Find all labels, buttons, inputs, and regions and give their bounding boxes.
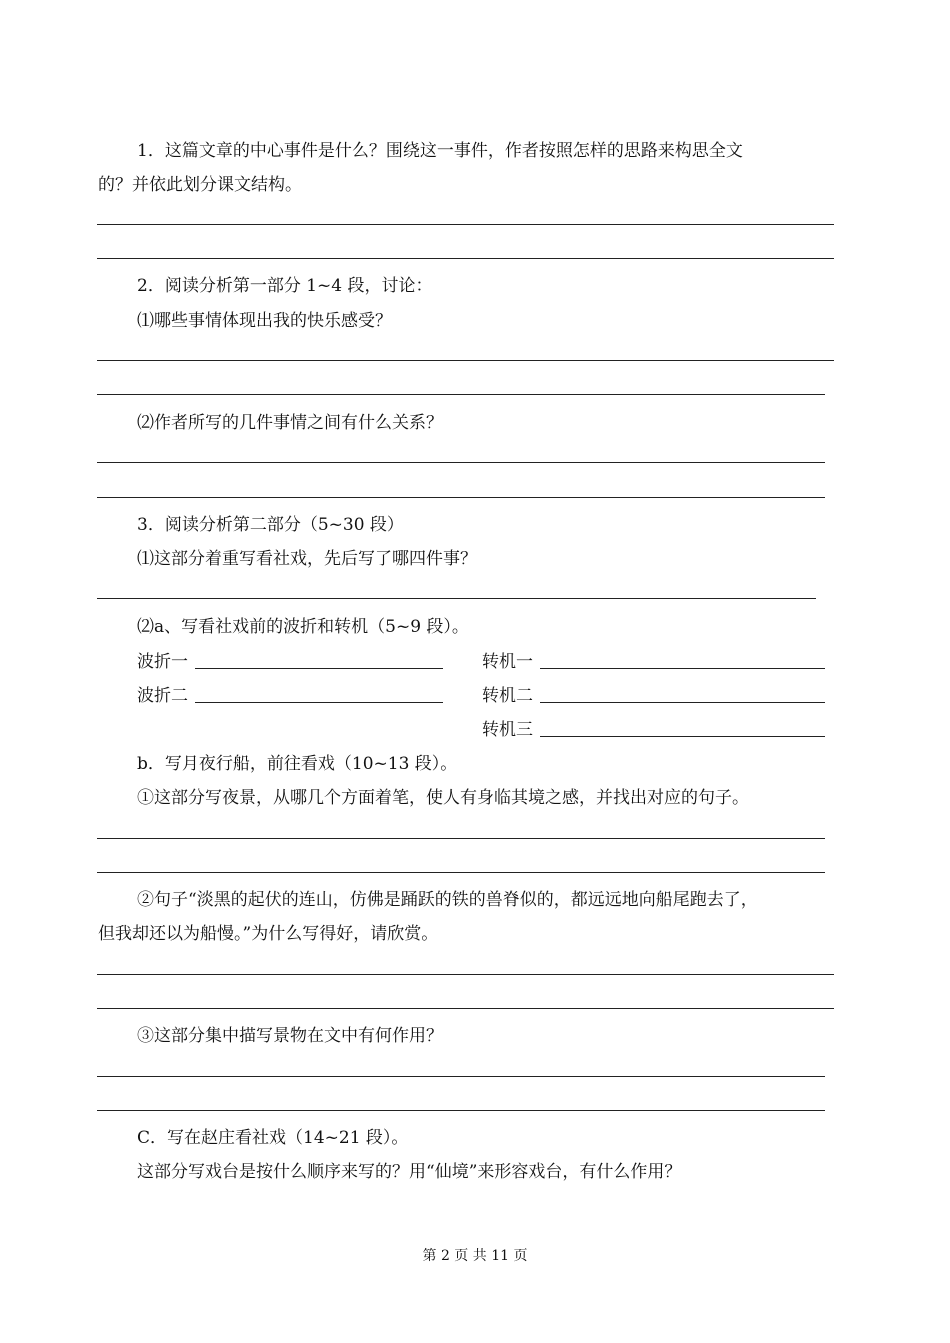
q1-text-line1: 1．这篇文章的中心事件是什么？围绕这一事件，作者按照怎样的思路来构思全文 <box>137 141 743 161</box>
answer-line[interactable] <box>97 974 834 975</box>
zhuanji1-label: 转机一 <box>482 652 533 672</box>
zhuanji3-label: 转机三 <box>482 720 533 740</box>
q3-sub1: ⑴这部分着重写看社戏，先后写了哪四件事？ <box>137 549 477 569</box>
q1-text-line2: 的？并依此划分课文结构。 <box>98 175 302 195</box>
answer-line[interactable] <box>97 258 834 259</box>
q2-sub2: ⑵作者所写的几件事情之间有什么关系？ <box>137 413 443 433</box>
answer-line[interactable] <box>97 1076 825 1077</box>
answer-line[interactable] <box>97 497 825 498</box>
page-number: 第 2 页 共 11 页 <box>422 1248 528 1264</box>
q3-b2-line2: 但我却还以为船慢。”为什么写得好，请欣赏。 <box>98 924 439 944</box>
answer-line[interactable] <box>97 598 816 599</box>
answer-line[interactable] <box>97 360 834 361</box>
answer-line[interactable] <box>97 1008 834 1009</box>
q3-b3: ③这部分集中描写景物在文中有何作用？ <box>137 1026 443 1046</box>
q3-c1: 这部分写戏台是按什么顺序来写的？用“仙境”来形容戏台，有什么作用？ <box>137 1162 682 1182</box>
q3-title: 3．阅读分析第二部分（5~30 段） <box>137 515 404 535</box>
answer-line[interactable] <box>97 224 834 225</box>
q2-title: 2．阅读分析第一部分 1~4 段，讨论： <box>137 276 433 296</box>
zhuanji1-blank[interactable] <box>540 668 825 669</box>
answer-line[interactable] <box>97 394 825 395</box>
zhuanji3-blank[interactable] <box>540 736 825 737</box>
bozhe2-label: 波折二 <box>137 686 188 706</box>
q3-sub2c: C．写在赵庄看社戏（14~21 段）。 <box>137 1128 409 1148</box>
q3-b1: ①这部分写夜景，从哪几个方面着笔，使人有身临其境之感，并找出对应的句子。 <box>137 788 749 808</box>
q3-b2-line1: ②句子“淡黑的起伏的连山，仿佛是踊跃的铁的兽脊似的，都远远地向船尾跑去了， <box>137 890 758 910</box>
q2-sub1: ⑴哪些事情体现出我的快乐感受？ <box>137 311 392 331</box>
answer-line[interactable] <box>97 872 825 873</box>
answer-line[interactable] <box>97 462 825 463</box>
bozhe1-blank[interactable] <box>195 668 443 669</box>
answer-line[interactable] <box>97 838 825 839</box>
q3-sub2b: b．写月夜行船，前往看戏（10~13 段）。 <box>137 754 458 774</box>
answer-line[interactable] <box>97 1110 825 1111</box>
bozhe2-blank[interactable] <box>195 702 443 703</box>
bozhe1-label: 波折一 <box>137 652 188 672</box>
zhuanji2-blank[interactable] <box>540 702 825 703</box>
zhuanji2-label: 转机二 <box>482 686 533 706</box>
q3-sub2a: ⑵a、写看社戏前的波折和转机（5~9 段）。 <box>137 617 469 637</box>
